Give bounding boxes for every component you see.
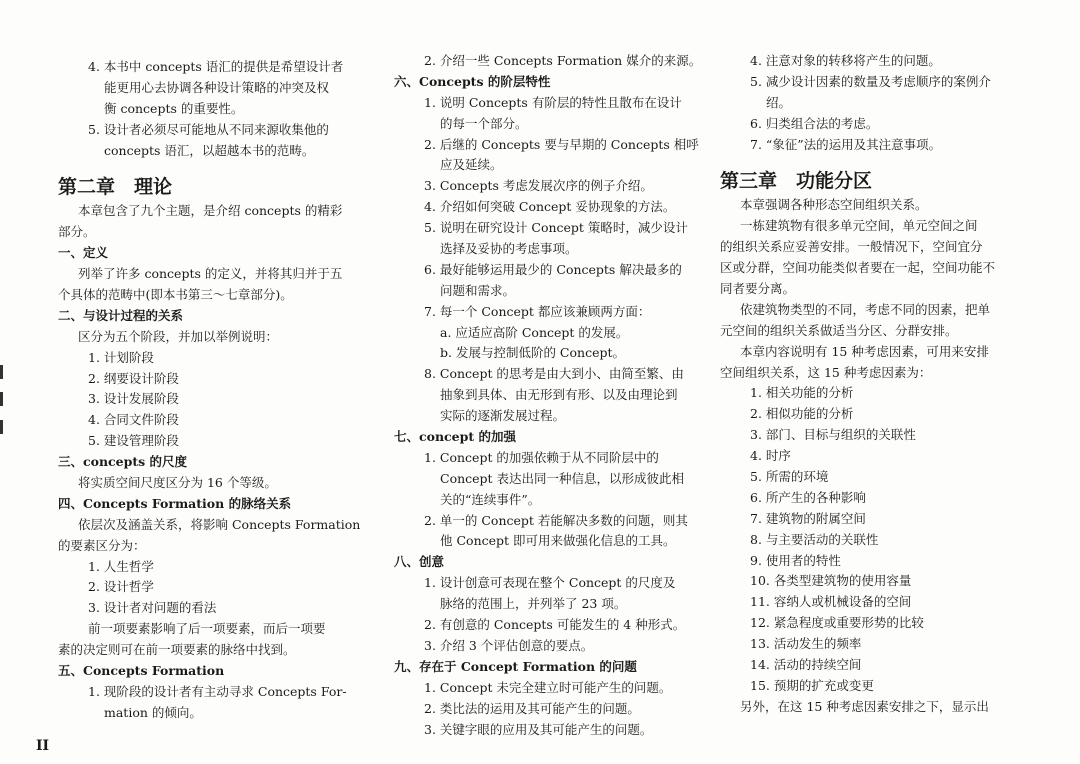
text-line: 2. 有创意的 Concepts 可能发生的 4 种形式。 [424, 617, 686, 633]
text-line: 3. 部门、目标与组织的关联性 [750, 427, 916, 443]
text-line: 1. 现阶段的设计者有主动寻求 Concepts For- [88, 683, 347, 699]
text-line: 空间组织关系，这 15 种考虑因素为： [720, 364, 932, 380]
text-line: 素的决定则可在前一项要素的脉络中找到。 [58, 642, 296, 658]
text-line: 1. Concept 的加强依赖于从不同阶层中的 [424, 449, 659, 465]
text-line: 3. Concepts 考虑发展次序的例子介绍。 [424, 178, 653, 194]
scan-edge-mark [0, 420, 3, 434]
text-line: 1. 说明 Concepts 有阶层的特性且散布在设计 [424, 94, 682, 110]
text-line: 抽象到具体、由无形到有形、以及由理论到 [440, 387, 678, 403]
text-line: 8. Concept 的思考是由大到小、由简至繁、由 [424, 366, 684, 382]
text-line: 本章强调各种形态空间组织关系。 [740, 197, 928, 213]
chapter-title: 第三章 功能分区 [720, 170, 873, 193]
spacer [58, 161, 370, 173]
text-line: 的组织关系应妥善安排。一般情况下，空间宜分 [720, 239, 983, 255]
text-line: 列举了许多 concepts 的定义，并将其归并于五 [78, 266, 343, 282]
text-line: 4. 合同文件阶段 [88, 412, 179, 428]
text-line: 本章内容说明有 15 种考虑因素，可用来安排 [740, 343, 989, 359]
text-line: 6. 所产生的各种影响 [750, 489, 866, 505]
section-heading: 九、存在于 Concept Formation 的问题 [394, 658, 637, 674]
text-line: 15. 预期的扩充或变更 [750, 677, 874, 693]
text-line: 的每一个部分。 [440, 115, 528, 131]
text-line: mation 的倾向。 [104, 704, 202, 720]
text-line: 选择及妥协的考虑事项。 [440, 241, 578, 257]
text-line: 2. 类比法的运用及其可能产生的问题。 [424, 700, 640, 716]
column-middle [394, 51, 706, 740]
text-line: 2. 相似功能的分析 [750, 406, 854, 422]
text-line: 3. 介绍 3 个评估创意的要点。 [424, 637, 594, 653]
text-line: 应及延续。 [440, 157, 503, 173]
text-line: 1. Concept 未完全建立时可能产生的问题。 [424, 679, 672, 695]
section-heading: 三、concepts 的尺度 [58, 454, 188, 470]
text-line: 2. 设计哲学 [88, 579, 154, 595]
text-line: 衡 concepts 的重要性。 [104, 100, 244, 116]
text-line: Concept 表达出同一种信息，以形成彼此相 [440, 470, 685, 486]
text-line: 区或分群，空间功能类似者要在一起，空间功能不 [720, 260, 996, 276]
text-line: 7. “象征”法的运用及其注意事项。 [750, 136, 942, 152]
text-line: 7. 每一个 Concept 都应该兼顾两方面： [424, 303, 651, 319]
section-heading: 一、定义 [58, 245, 109, 261]
text-line: 13. 活动发生的频率 [750, 636, 862, 652]
text-line: 2. 介绍一些 Concepts Formation 媒介的来源。 [424, 53, 702, 68]
text-line: 绍。 [766, 94, 792, 110]
text-line: 2. 后继的 Concepts 要与早期的 Concepts 相呼 [424, 136, 699, 152]
scan-edge-mark [0, 392, 3, 406]
text-line: 10. 各类型建筑物的使用容量 [750, 573, 912, 589]
text-line: 4. 时序 [750, 448, 791, 464]
column-left [58, 57, 370, 724]
text-line: 7. 建筑物的附属空间 [750, 510, 866, 526]
text-line: 的要素区分为： [58, 537, 146, 553]
text-line: 12. 紧急程度或重要形势的比较 [750, 615, 924, 631]
text-line: 3. 设计发展阶段 [88, 391, 179, 407]
text-line: 2. 单一的 Concept 若能解决多数的问题，则其 [424, 512, 688, 528]
text-line: 区分为五个阶段，并加以举例说明： [78, 328, 279, 344]
text-line: 5. 设计者必须尽可能地从不同来源收集他的 [88, 121, 329, 137]
scan-edge-mark [0, 365, 3, 379]
text-line: 1. 计划阶段 [88, 349, 154, 365]
text-line: 14. 活动的持续空间 [750, 657, 862, 673]
text-line: 依建筑物类型的不同，考虑不同的因素，把单 [740, 301, 991, 317]
text-line: 4. 介绍如何突破 Concept 妥协现象的方法。 [424, 199, 676, 215]
text-line: 1. 相关功能的分析 [750, 385, 854, 401]
page-number: II [36, 738, 50, 754]
text-line: 11. 容纳人或机械设备的空间 [750, 594, 912, 610]
text-line: 关的“连续事件”。 [440, 491, 541, 507]
text-line: 9. 使用者的特性 [750, 552, 841, 568]
text-line: 5. 减少设计因素的数量及考虑顺序的案例介 [750, 73, 991, 89]
section-heading: 五、Concepts Formation [58, 663, 225, 679]
text-line: 6. 归类组合法的考虑。 [750, 115, 879, 131]
text-line: 1. 人生哲学 [88, 558, 154, 574]
text-line: 依层次及涵盖关系，将影响 Concepts Formation [78, 516, 361, 532]
text-line: 实际的逐渐发展过程。 [440, 408, 566, 424]
section-heading: 六、Concepts 的阶层特性 [394, 73, 551, 89]
text-line: 问题和需求。 [440, 282, 516, 298]
text-line: 一栋建筑物有很多单元空间，单元空间之间 [740, 218, 978, 234]
section-heading: 四、Concepts Formation 的脉络关系 [58, 495, 292, 511]
spacer [720, 155, 1038, 167]
text-line: 部分。 [58, 224, 96, 240]
text-line: 5. 建设管理阶段 [88, 433, 179, 449]
section-heading: 七、concept 的加强 [394, 429, 516, 445]
text-line: 4. 注意对象的转移将产生的问题。 [750, 53, 941, 68]
text-line: 3. 设计者对问题的看法 [88, 600, 217, 616]
text-line: concepts 语汇，以超越本书的范畴。 [104, 142, 315, 158]
text-line: 8. 与主要活动的关联性 [750, 531, 879, 547]
column-right [720, 51, 1038, 718]
text-line: 6. 最好能够运用最少的 Concepts 解决最多的 [424, 261, 682, 277]
text-line: 个具体的范畴中(即本书第三～七章部分)。 [58, 287, 293, 303]
text-line: 另外，在这 15 种考虑因素安排之下，显示出 [740, 698, 989, 714]
text-line: 前一项要素影响了后一项要素，而后一项要 [88, 621, 326, 637]
chapter-title: 第二章 理论 [58, 176, 173, 199]
text-line: 1. 设计创意可表现在整个 Concept 的尺度及 [424, 575, 676, 591]
text-line: 4. 本书中 concepts 语汇的提供是希望设计者 [88, 59, 344, 74]
text-line: b. 发展与控制低阶的 Concept。 [440, 345, 625, 361]
text-line: 同者要分离。 [720, 281, 796, 297]
text-line: 他 Concept 即可用来做强化信息的工具。 [440, 533, 676, 549]
text-line: 2. 纲要设计阶段 [88, 370, 179, 386]
text-line: 将实质空间尺度区分为 16 个等级。 [78, 475, 277, 491]
text-line: a. 应适应高阶 Concept 的发展。 [440, 324, 629, 340]
text-line: 能更用心去协调各种设计策略的冲突及权 [104, 79, 330, 95]
section-heading: 二、与设计过程的关系 [58, 307, 184, 323]
section-heading: 八、创意 [394, 554, 445, 570]
text-line: 本章包含了九个主题，是介绍 concepts 的精彩 [78, 203, 343, 219]
text-line: 元空间的组织关系做适当分区、分群安排。 [720, 322, 958, 338]
text-line: 3. 关键字眼的应用及其可能产生的问题。 [424, 721, 653, 737]
text-line: 5. 所需的环境 [750, 469, 829, 485]
text-line: 5. 说明在研究设计 Concept 策略时，减少设计 [424, 220, 688, 236]
text-line: 脉络的范围上，并列举了 23 项。 [440, 596, 627, 612]
